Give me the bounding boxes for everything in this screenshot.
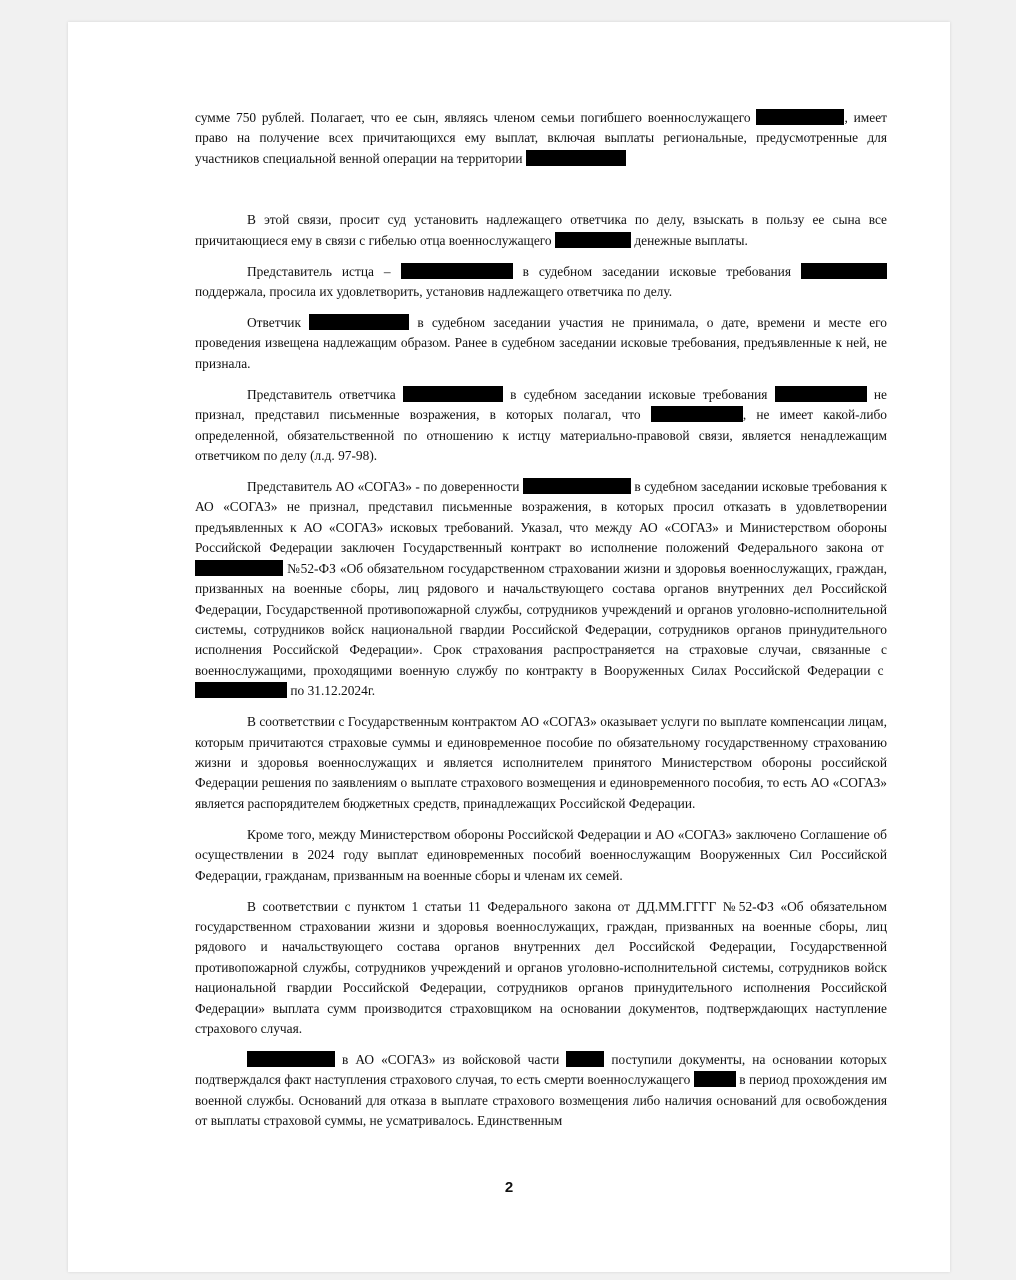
text: в судебном заседании исковые требования [510, 386, 768, 402]
redaction-bar [694, 1071, 736, 1087]
redaction-bar [526, 150, 626, 166]
redaction-bar [403, 386, 503, 402]
paragraph-plaintiff-rep [195, 262, 887, 303]
text: Представитель АО «СОГАЗ» - по доверенности [247, 479, 520, 495]
redaction-bar [401, 263, 513, 279]
text: В этой связи, просит суд установить надлежащего ответчика по делу, взыскать в пользу ее сына все причитающиеся ему в связи с гибелью отца военнослужащего [195, 212, 887, 248]
text: , не имеет какой-либо определенной, обязательственной по отношению к истцу материально-правовой связи, является ненадлежащим ответчиком по делу (л.д. 97-98). [195, 407, 887, 464]
redaction-bar [651, 406, 743, 422]
text: в судебном заседании участия не принимала, о дате, времени и месте его проведения извещена надлежащим образом. Ранее в судебном заседании исковые требования, предъявленные к ней, не признала. [195, 315, 887, 371]
redaction-bar [756, 109, 844, 125]
redaction-bar [555, 232, 631, 248]
redaction-bar [195, 682, 287, 698]
text: Представитель истца – [247, 263, 391, 279]
redaction-bar [195, 560, 283, 576]
paragraph-state-contract: В соответствии с Государственным контрактом АО «СОГАЗ» оказывает услуги по выплате компенсации лицам, которым причитаются страховые суммы и единовременное пособие по обязательному государственному страхованию жизни и здоровья военнослужащих и является исполнителем принятого Министерством обороны российской Федерации решения по заявлениям о выплате страхового возмещения и единовременного пособия, то есть АО «СОГАЗ» является распорядителем бюджетных средств, принадлежащих Российской Федерации. [195, 714, 887, 811]
paragraph-defendant-rep [195, 385, 887, 467]
text: не признал, представил письменные возражения, в которых полагал, что [195, 386, 887, 423]
redaction-bar [775, 386, 867, 402]
paragraph-defendant [195, 313, 887, 374]
paragraph-documents [195, 1050, 887, 1132]
redaction-bar [566, 1051, 604, 1067]
text: поддержала, просила их удовлетворить, установив надлежащего ответчика по делу. [195, 284, 673, 300]
redaction-bar [247, 1051, 335, 1067]
text: в судебном заседании исковые требования к АО «СОГАЗ» не признал, представил письменные возражения, в которых просил отказать в удовлетворении предъявленных к АО «СОГАЗ» исковых требований. Указал, что между АО «СОГАЗ» и Министерством обороны Российской Федерации заключен Государственный контракт во исполнение положений Федерального закона от [195, 479, 887, 556]
page-number: 2 [504, 1179, 514, 1196]
redaction-bar [801, 263, 887, 279]
redaction-bar [523, 478, 631, 494]
paragraph-agreement: Кроме того, между Министерством обороны Российской Федерации и АО «СОГАЗ» заключено Соглашение об осуществлении в 2024 году выплат единовременных пособий военнослужащим Вооруженных Сил Российской Федерации, гражданам, призванным на военные сборы и членам их семей. [195, 826, 887, 883]
text: по 31.12.2024г. [290, 683, 376, 699]
paragraph-sogaz-rep [195, 477, 887, 701]
paragraph-request [195, 210, 887, 251]
document-page [68, 22, 950, 1272]
document-body [195, 108, 887, 1142]
redaction-bar [309, 314, 409, 330]
text: поступили документы, на основании которых подтверждался факт наступления страхового случая, то есть смерти военнослужащего [195, 1052, 887, 1088]
text: Представитель ответчика [247, 386, 396, 402]
text: в период прохождения им военной службы. Оснований для отказа в выплате страхового возмещения либо наличия оснований для освобождения от выплаты страховой суммы, не усматривалось. Единственным [195, 1072, 887, 1129]
text: сумме 750 рублей. Полагает, что ее сын, являясь членом семьи погибшего военнослужащего [195, 110, 751, 125]
paragraph-claim-rights [195, 108, 887, 169]
text: , имеет право на получение всех причитающихся ему выплат, включая выплаты региональные, предусмотренные для участников специальной венной операции на территории [195, 110, 887, 166]
text: денежные выплаты. [634, 232, 748, 248]
text: Ответчик [247, 315, 301, 331]
text: в судебном заседании исковые требования [522, 263, 792, 279]
paragraph-federal-law: В соответствии с пунктом 1 статьи 11 Федерального закона от ДД.ММ.ГГГГ №52-ФЗ «Об обязательном государственном страховании жизни и здоровья военнослужащих, граждан, призванных на военные сборы, лиц рядового и начальствующего состава органов внутренних дел Российской Федерации, Государственной противопожарной службы, сотрудников учреждений и органов уголовно-исполнительной системы, сотрудников войск национальной гвардии Российской Федерации, сотрудников органов принудительного исполнения Российской Федерации» выплата сумм производится страховщиком на основании документов, подтверждающих наступление страхового случая. [195, 898, 887, 1036]
text: №52-ФЗ «Об обязательном государственном страховании жизни и здоровья военнослужащих, граждан, призванных на военные сборы, лиц рядового и начальствующего состава органов внутренних дел Российской Федерации, Государственной противопожарной службы, сотрудников учреждений и органов уголовно-исполнительной системы, сотрудников войск национальной гвардии Российской Федерации, сотрудников органов принудительного исполнения Российской Федерации». Срок страхования распространяется на страховые случаи, связанные с военнослужащими, проходящими военную службу по контракту в Вооруженных Силах Российской Федерации с [195, 560, 887, 678]
text: в АО «СОГАЗ» из войсковой части [342, 1052, 560, 1067]
